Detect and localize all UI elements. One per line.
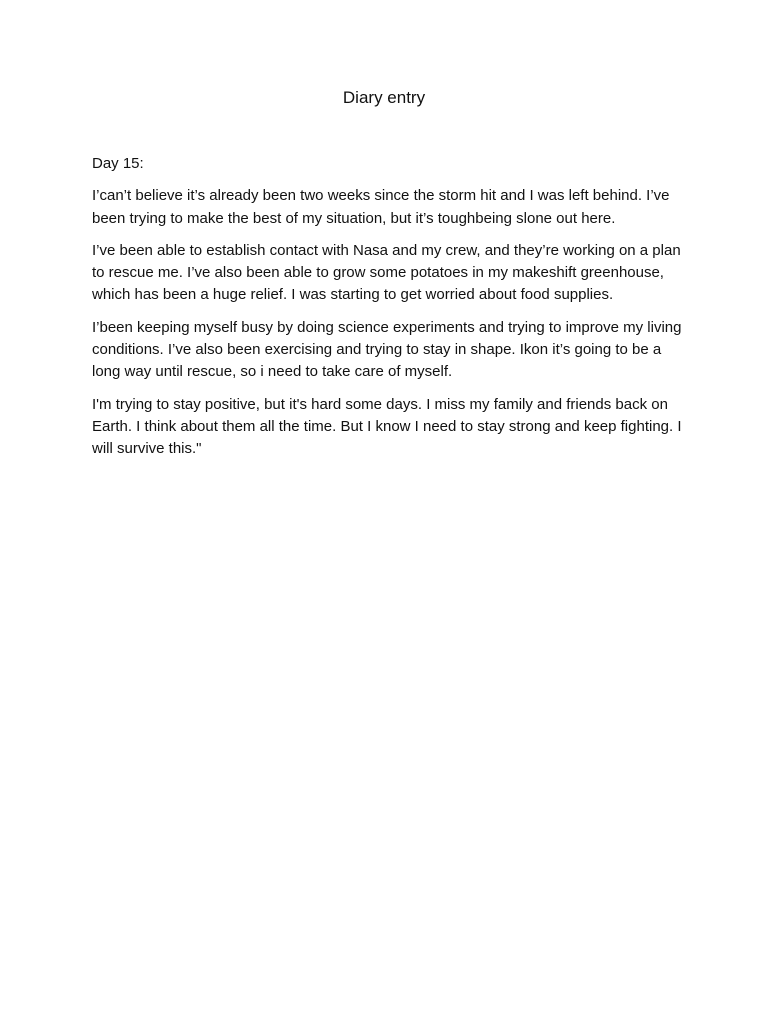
diary-body (92, 153, 682, 471)
paragraph-3: I’been keeping myself busy by doing science experiments and trying to improve my living conditions. I’ve also been exercising and trying to stay in shape. Ikon it’s going to be a long way until rescue, so i need to take care of myself. (92, 318, 682, 381)
paragraph-4: I'm trying to stay positive, but it's hard some days. I miss my family and friends back on Earth. I think about them all the time. But I know I need to stay strong and keep fighting. I will survive this." (92, 395, 682, 458)
day-label: Day 15: (92, 155, 144, 172)
paragraph-1: I’can’t believe it’s already been two weeks since the storm hit and I was left behind. I’ve been trying to make the best of my situation, but it’s toughbeing slone out here. (92, 187, 670, 227)
page-title: Diary entry (342, 88, 426, 107)
paragraph-2: I’ve been able to establish contact with Nasa and my crew, and they’re working on a plan to rescue me. I’ve also been able to grow some potatoes in my makeshift greenhouse, which has been a huge relief. I was starting to get worried about food supplies. (92, 241, 681, 304)
